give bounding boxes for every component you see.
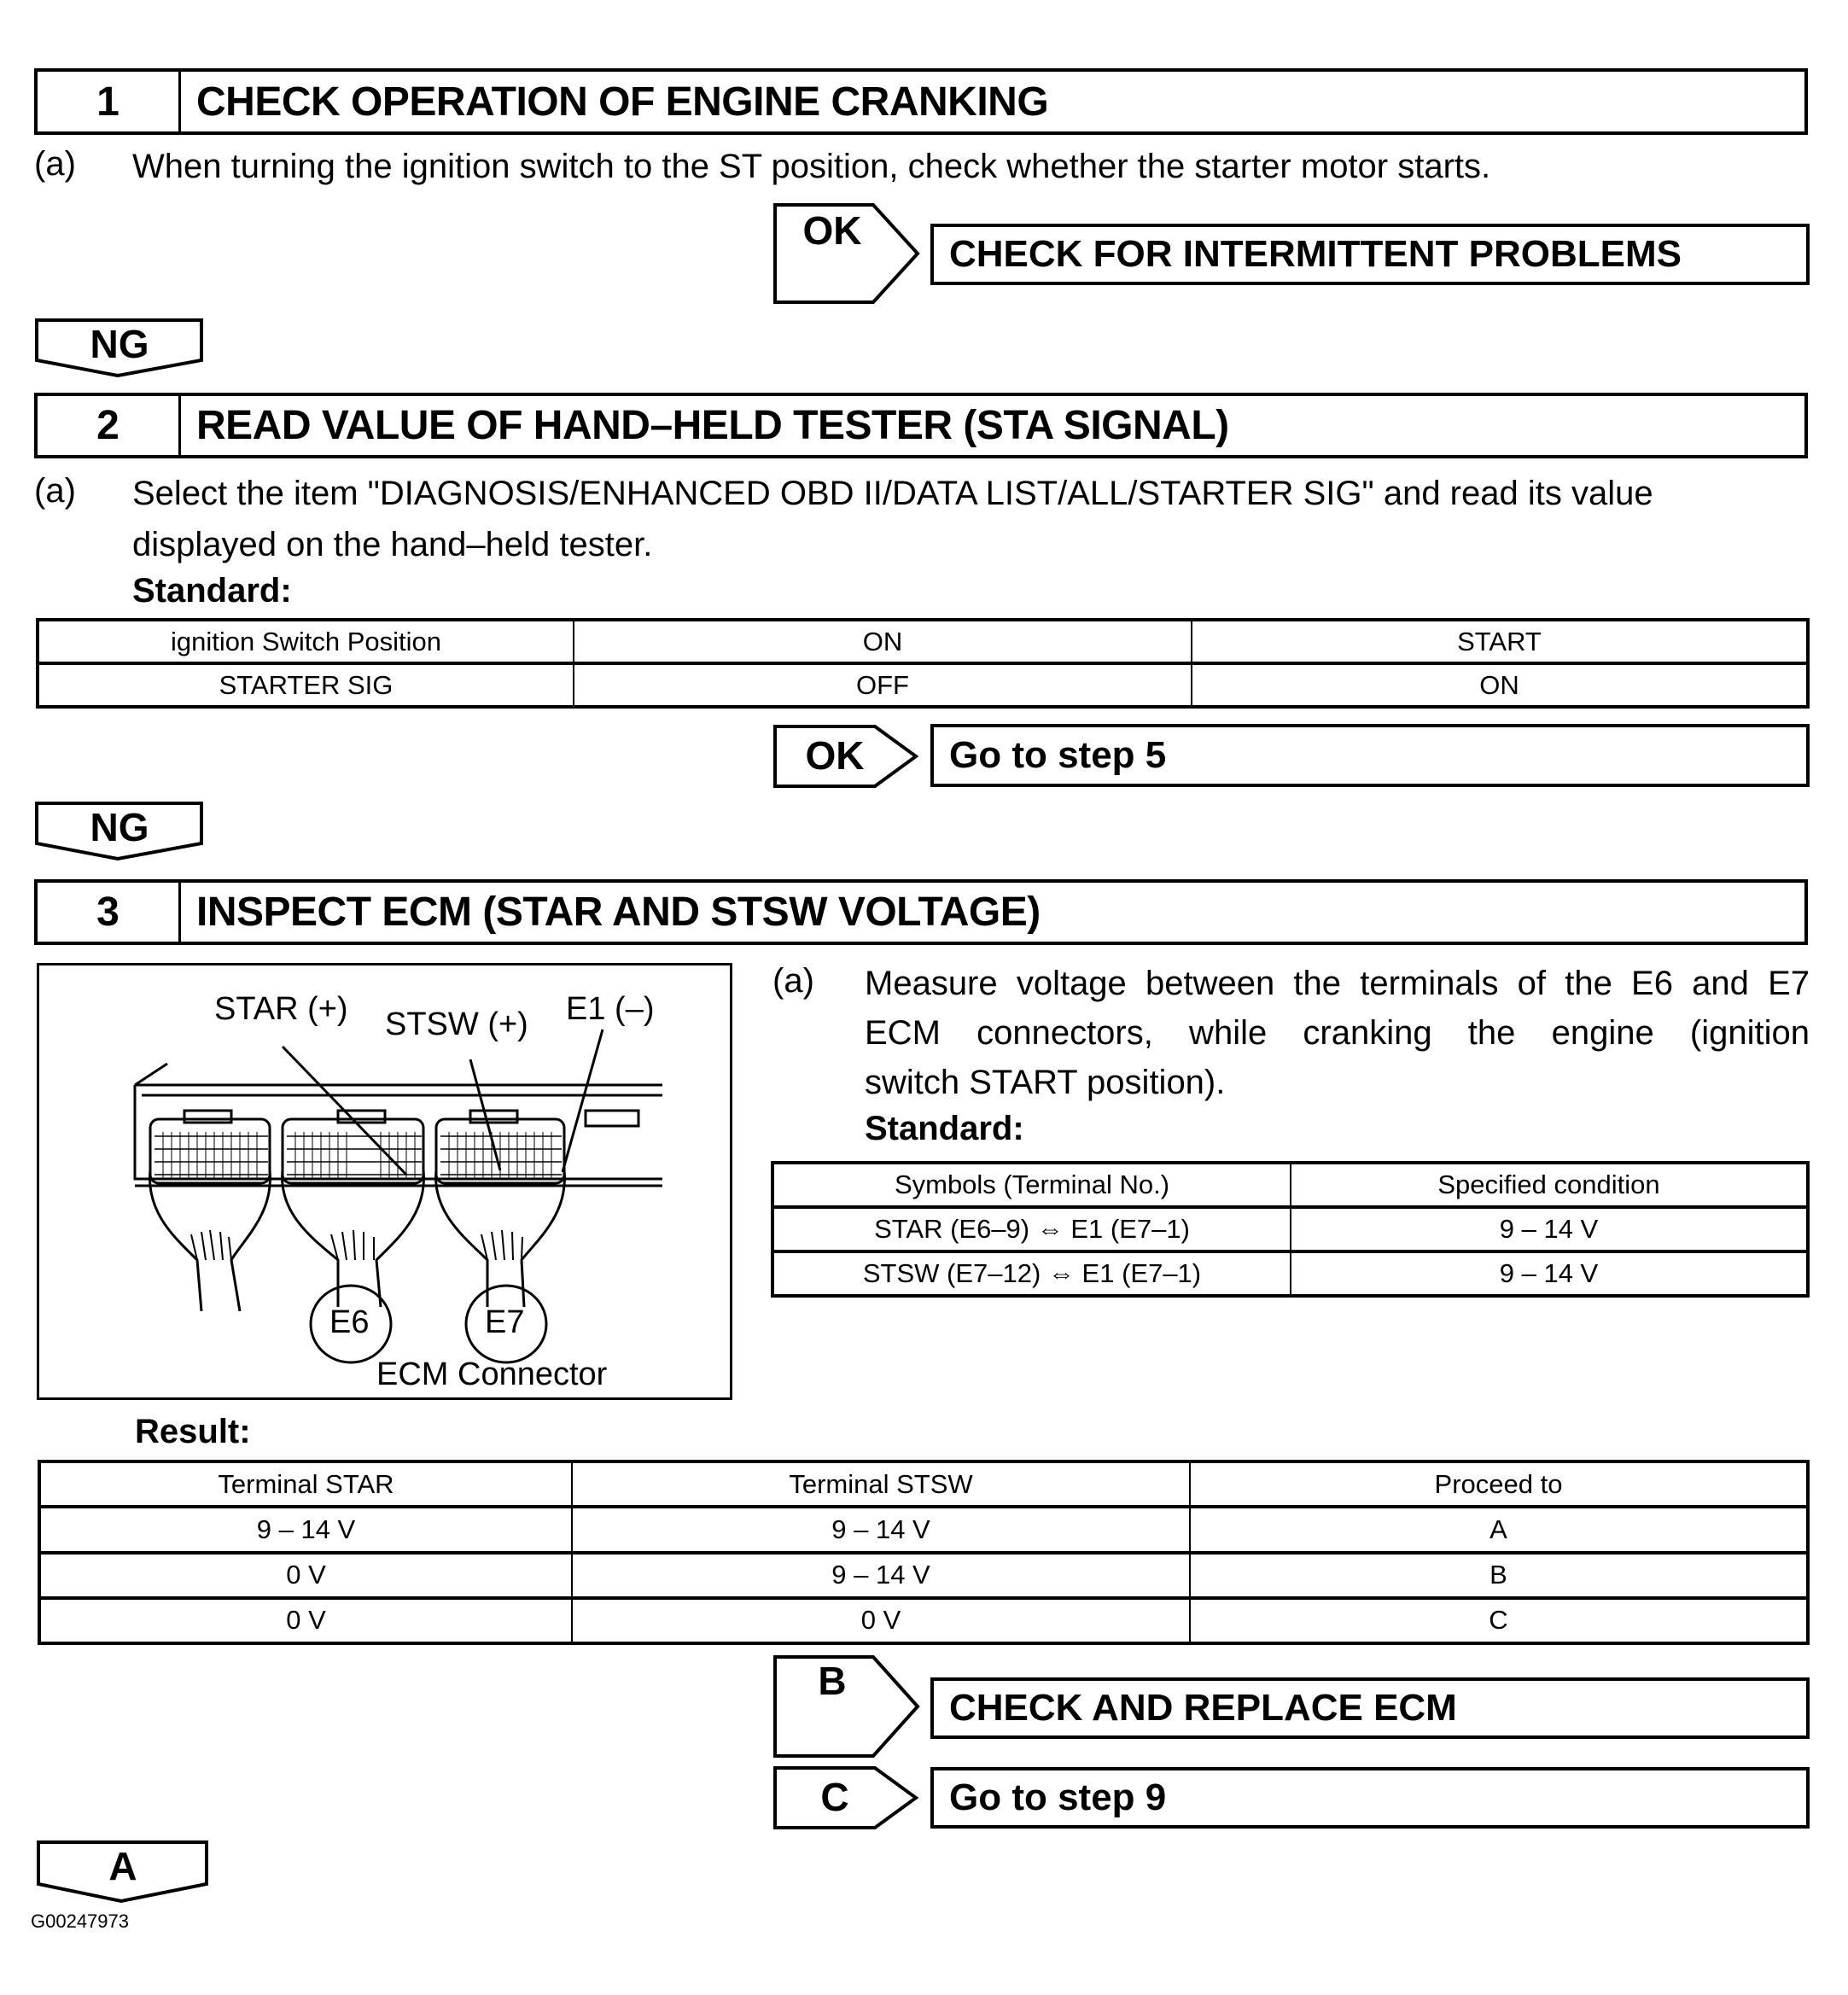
table-cell: OFF [574, 663, 1192, 707]
standard-table [771, 1161, 1810, 1298]
table-cell: C [1190, 1598, 1808, 1643]
stsw-terminal-label: STSW (+) [385, 1006, 528, 1042]
a-branch-arrow[interactable] [36, 1840, 210, 1905]
table-cell: STAR (E6–9) ⇔ E1 (E7–1) [772, 1207, 1291, 1251]
step-3-header [34, 879, 1808, 945]
table-cell: 9 – 14 V [1291, 1251, 1808, 1296]
instruction-text-line2: ECM connectors, while cranking the engine (ignition [865, 1014, 1810, 1052]
table-cell: 9 – 14 V [572, 1553, 1190, 1598]
step-title: READ VALUE OF HAND–HELD TESTER (STA SIGNAL) [196, 403, 1229, 448]
table-cell: ON [574, 620, 1192, 663]
table-cell: START [1192, 620, 1808, 663]
instruction-text: When turning the ignition switch to the ST position, check whether the starter motor starts. [132, 148, 1491, 185]
ecm-connector-diagram [37, 963, 732, 1400]
instruction-text-line3: switch START position). [865, 1064, 1226, 1101]
table-cell: 0 V [39, 1598, 572, 1643]
table-row [772, 1251, 1808, 1296]
ng-branch-arrow[interactable] [34, 801, 205, 862]
action-box[interactable]: Go to step 9 [930, 1767, 1810, 1829]
action-box[interactable]: Go to step 5 [930, 724, 1810, 787]
table-cell: STSW (E7–12) ⇔ E1 (E7–1) [772, 1251, 1291, 1296]
table-cell: B [1190, 1553, 1808, 1598]
instruction-label: (a) [34, 472, 76, 510]
standard-label: Standard: [865, 1110, 1024, 1147]
table-cell: ignition Switch Position [38, 620, 574, 663]
result-label: Result: [135, 1413, 251, 1450]
step-number: 1 [38, 72, 181, 131]
branch-label: NG [90, 805, 149, 849]
table-cell: A [1190, 1507, 1808, 1552]
ok-branch-arrow[interactable] [772, 724, 922, 789]
instruction-text-line1: Select the item "DIAGNOSIS/ENHANCED OBD II/DATA LIST/ALL/STARTER SIG" and read its value [132, 475, 1653, 512]
instruction-text-line1: Measure voltage between the terminals of the E6 and E7 [865, 965, 1810, 1002]
branch-label: C [820, 1775, 849, 1819]
table-header-row [772, 1163, 1808, 1207]
table-header-cell: Symbols (Terminal No.) [772, 1163, 1291, 1207]
table-header-cell: Proceed to [1190, 1461, 1808, 1507]
table-header-row [39, 1461, 1808, 1507]
diagram-caption: ECM Connector [376, 1356, 608, 1392]
branch-label: OK [805, 733, 865, 778]
step-2-header [34, 393, 1808, 458]
table-row [39, 1598, 1808, 1643]
ok-branch-arrow[interactable] [772, 202, 922, 305]
star-terminal-label: STAR (+) [214, 991, 348, 1027]
figure-code: G00247973 [31, 1910, 129, 1932]
instruction-label: (a) [772, 962, 814, 1000]
table-header-cell: Terminal STSW [572, 1461, 1190, 1507]
instruction-text-line2: displayed on the hand–held tester. [132, 526, 653, 563]
table-cell: STARTER SIG [38, 663, 574, 707]
instruction-label: (a) [34, 145, 76, 183]
b-branch-arrow[interactable] [772, 1654, 922, 1759]
branch-label: OK [802, 208, 862, 253]
e6-connector-label: E6 [329, 1304, 370, 1340]
table-cell: ON [1192, 663, 1808, 707]
branch-label: A [108, 1844, 137, 1888]
table-cell: 0 V [39, 1553, 572, 1598]
table-cell: 9 – 14 V [1291, 1207, 1808, 1251]
e7-connector-label: E7 [485, 1304, 525, 1340]
standard-label: Standard: [132, 572, 292, 610]
table-row [772, 1207, 1808, 1251]
table-header-cell: Specified condition [1291, 1163, 1808, 1207]
table-row [38, 620, 1808, 663]
step-number: 2 [38, 396, 181, 455]
table-row [39, 1553, 1808, 1598]
table-row [38, 663, 1808, 707]
table-row [39, 1507, 1808, 1552]
table-cell: 9 – 14 V [39, 1507, 572, 1552]
action-box[interactable]: CHECK AND REPLACE ECM [930, 1677, 1810, 1739]
table-cell: 9 – 14 V [572, 1507, 1190, 1552]
branch-label: B [818, 1659, 847, 1703]
table-cell: 0 V [572, 1598, 1190, 1643]
e1-terminal-label: E1 (–) [566, 991, 655, 1027]
branch-label: NG [90, 322, 149, 366]
step-title: CHECK OPERATION OF ENGINE CRANKING [196, 79, 1049, 125]
table-header-cell: Terminal STAR [39, 1461, 572, 1507]
action-box[interactable]: CHECK FOR INTERMITTENT PROBLEMS [930, 224, 1810, 285]
step-1-header [34, 68, 1808, 135]
ng-branch-arrow[interactable] [34, 318, 205, 379]
standard-table [36, 618, 1810, 709]
c-branch-arrow[interactable] [772, 1765, 922, 1830]
step-number: 3 [38, 883, 181, 942]
step-title: INSPECT ECM (STAR AND STSW VOLTAGE) [196, 890, 1041, 935]
result-table [38, 1460, 1810, 1645]
